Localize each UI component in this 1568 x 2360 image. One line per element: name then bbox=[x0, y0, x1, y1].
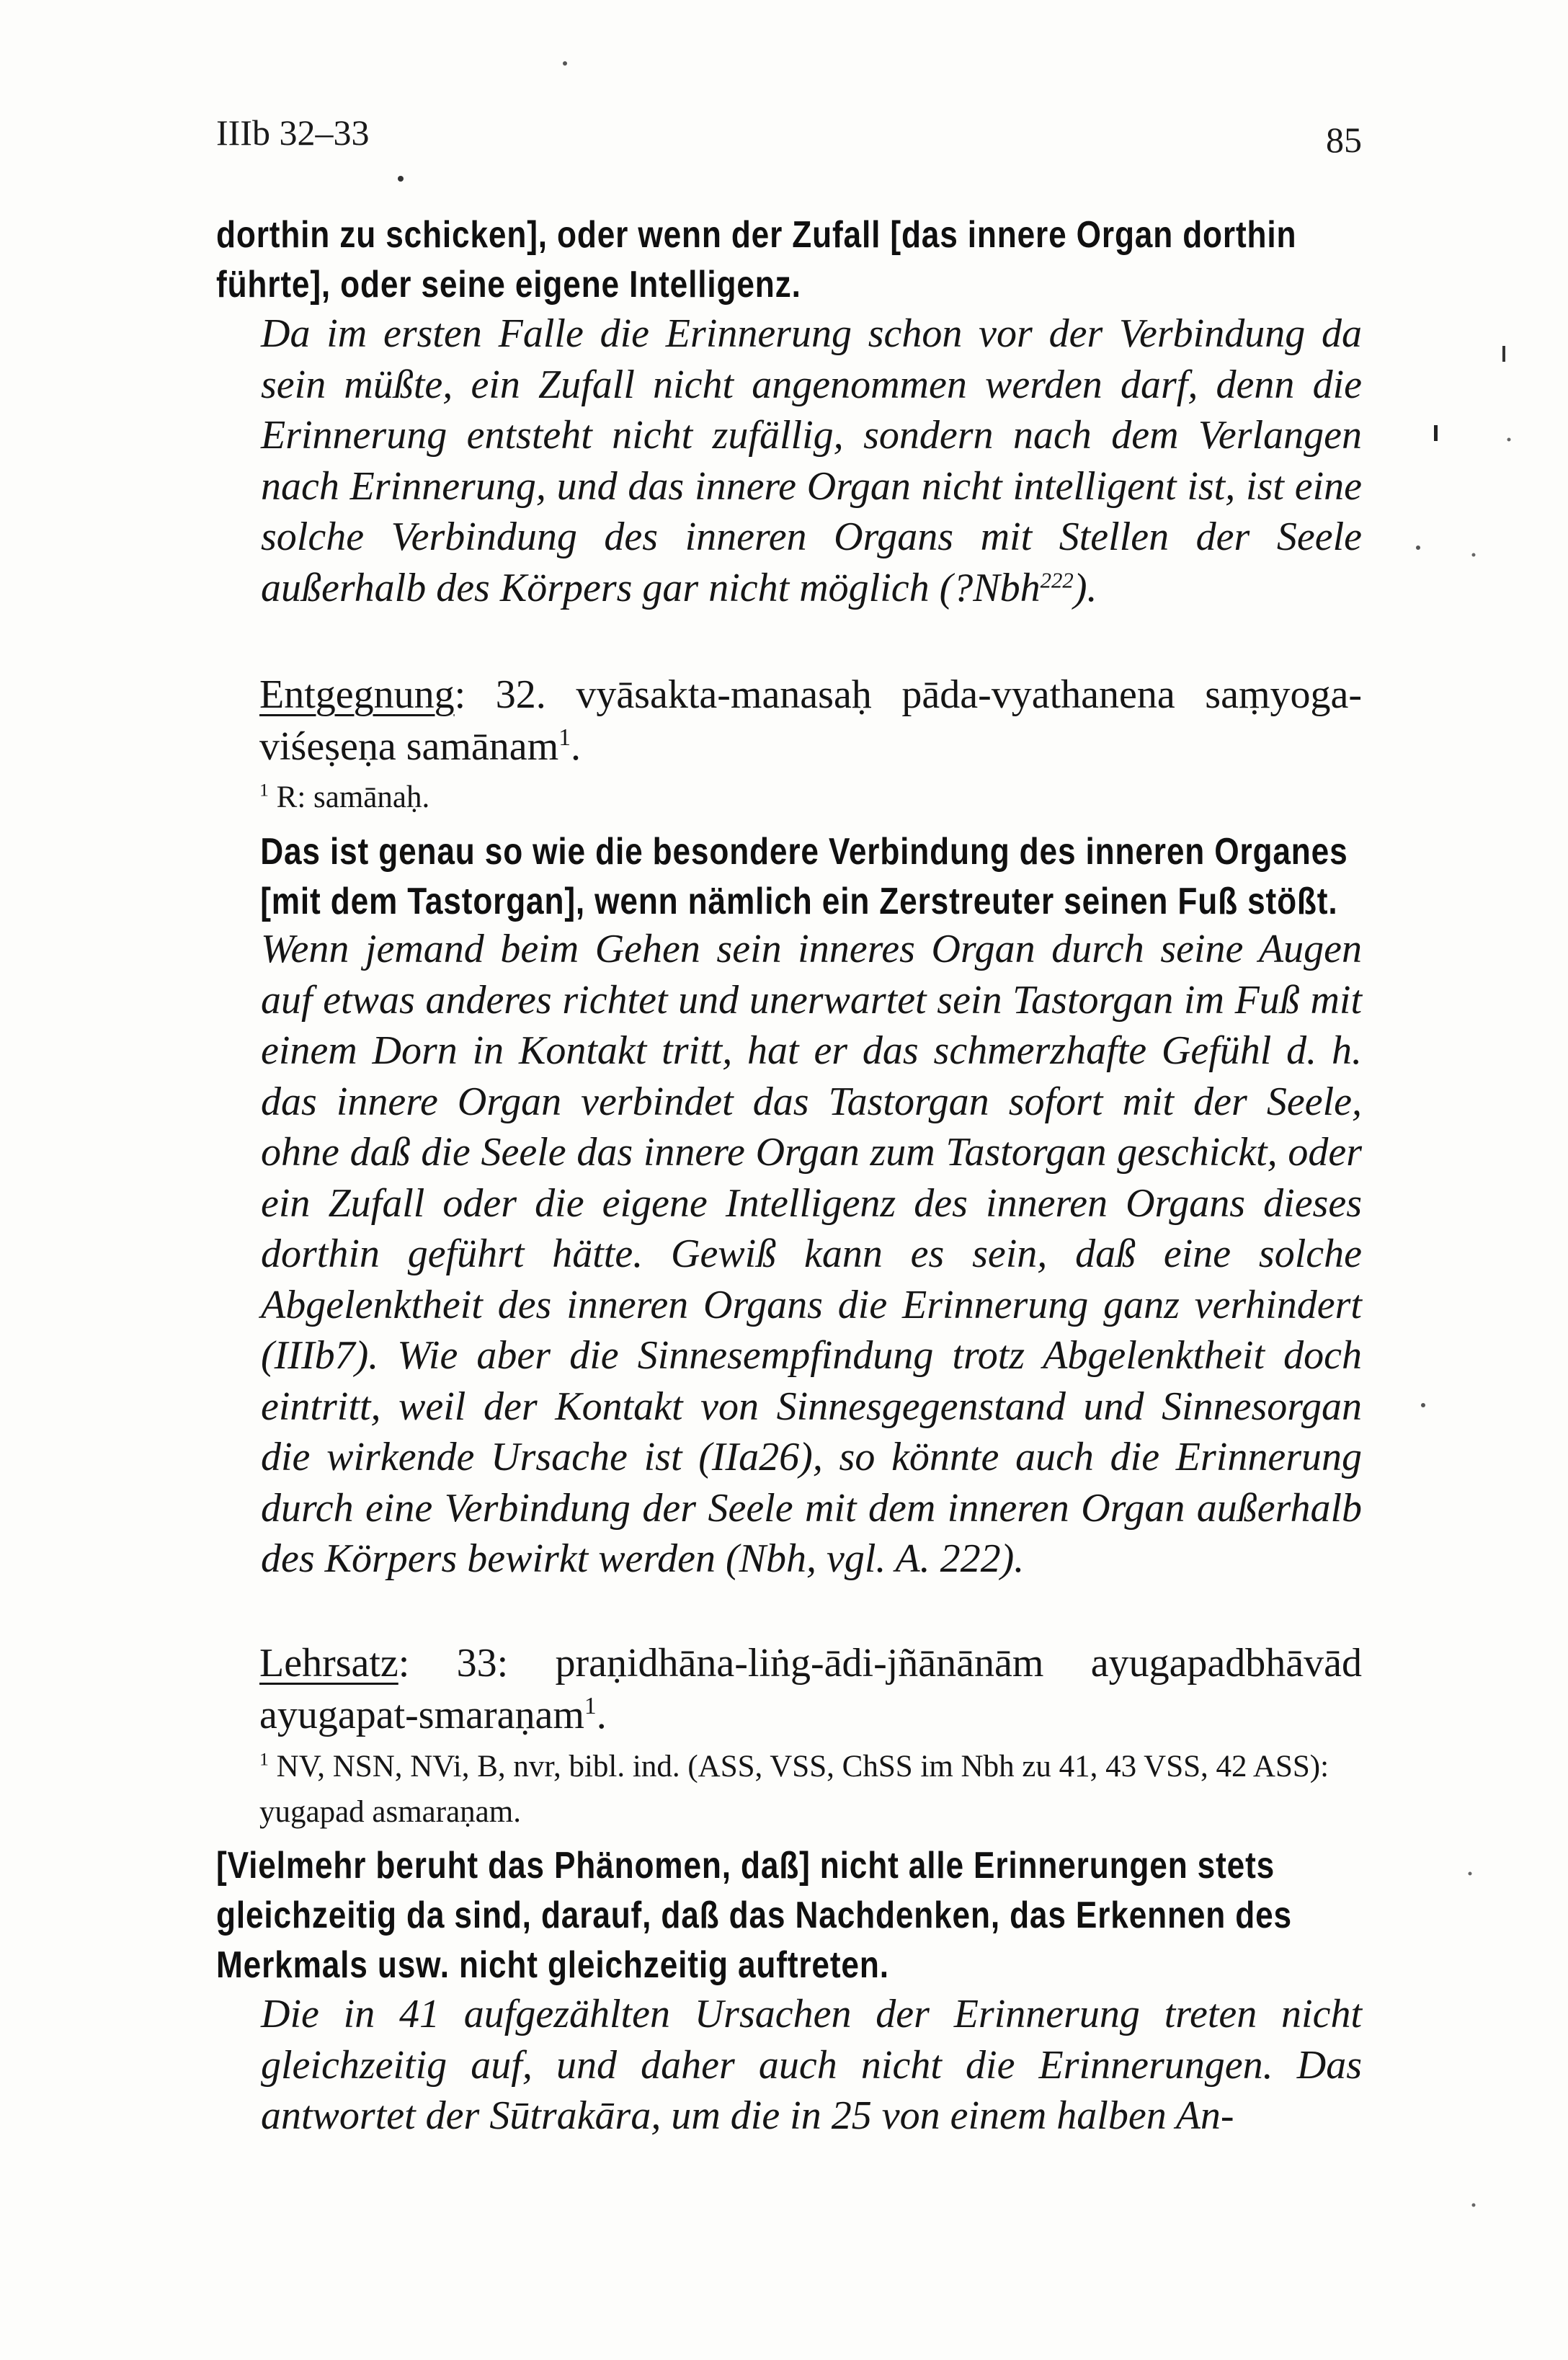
paragraph-text: Das ist genau so wie die besondere Verbindung des inneren Organes [mit dem Tastorgan], wenn nämlich ein Zerstreuter seinen Fuß stößt. bbox=[260, 831, 1348, 922]
footnote-reference: 222 bbox=[1040, 568, 1074, 593]
footnote-body: R: samānaḥ. bbox=[276, 780, 430, 814]
speck bbox=[1502, 346, 1505, 362]
page-number: 85 bbox=[1326, 120, 1362, 160]
speck bbox=[1434, 425, 1438, 441]
speck bbox=[1469, 1872, 1472, 1876]
speck bbox=[1472, 553, 1476, 557]
footnote-reference: 1 bbox=[558, 723, 571, 751]
commentary-text-end: ). bbox=[1073, 565, 1097, 610]
sutra-body: : 33: praṇidhāna-liṅg-ādi-jñānānām ayugapadbhāvād ayugapat-smaraṇam bbox=[259, 1641, 1362, 1737]
paragraph-text: Die in 41 aufgezählten Ursachen der Erinnerung treten nicht gleichzeitig auf, und daher auch nicht die Erinnerungen. Das antwortet der Sūtrakāra, um die in 25 von einem halben An- bbox=[261, 1992, 1362, 2138]
sutra-body: : 32. vyāsakta-manasaḥ pāda-vyathanena saṃyoga-viśeṣeṇa samānam bbox=[259, 672, 1362, 769]
speck bbox=[1421, 1403, 1425, 1407]
footnote-reference: 1 bbox=[584, 1692, 597, 1719]
paragraph-text: [Vielmehr beruht das Phänomen, daß] nicht alle Erinnerungen stets gleichzeitig da sind, darauf, daß das Nachdenken, das Erkennen des Merkmals usw. nicht gleichzeitig auftreten. bbox=[216, 1845, 1292, 1986]
speck bbox=[563, 61, 567, 66]
speck bbox=[1472, 2204, 1476, 2207]
speck bbox=[1416, 546, 1420, 550]
sutra-label: Entgegnung bbox=[259, 672, 455, 717]
speck bbox=[1507, 438, 1511, 442]
sutra-end: . bbox=[570, 724, 581, 769]
sutra-end: . bbox=[596, 1693, 607, 1737]
footnote-marker: 1 bbox=[259, 1748, 269, 1770]
commentary-text: Da im ersten Falle die Erinnerung schon vor der Verbindung da sein müßte, ein Zufall nicht angenommen werden darf, denn die Erinnerung entsteht nicht zufällig, sondern nach dem Verlangen nach Erinnerung, und das innere Organ nicht intelligent ist, ist eine solche Verbindung des inneren Organs mit Stellen der Seele außerhalb des Körpers gar nicht möglich (?Nbh bbox=[261, 311, 1362, 610]
footnote-marker: 1 bbox=[259, 779, 269, 801]
paragraph-text: dorthin zu schicken], oder wenn der Zufall [das innere Organ dorthin führte], oder seine eigene Intelligenz. bbox=[216, 214, 1297, 306]
section-reference: IIIb 32–33 bbox=[216, 112, 370, 153]
speck bbox=[398, 176, 404, 182]
paragraph-text: Wenn jemand beim Gehen sein inneres Organ durch seine Augen auf etwas anderes richtet und unerwartet sein Tastorgan im Fuß mit einem Dorn in Kontakt tritt, hat er das schmerzhafte Gefühl d. h. das innere Organ verbindet das Tastorgan sofort mit der Seele, ohne daß die Seele das innere Organ zum Tastorgan geschickt, oder ein Zufall oder die eigene Intelligenz des inneren Organs dieses dorthin geführt hätte. Gewiß kann es sein, daß eine solche Abgelenktheit des inneren Organs die Erinnerung ganz verhindert (IIIb7). Wie aber die Sinnesempfindung trotz Abgelenktheit doch eintritt, weil der Kontakt von Sinnesgegenstand und Sinnesorgan die wirkende Ursache ist (IIa26), so könnte auch die Erinnerung durch eine Verbindung der Seele mit dem inneren Organ außerhalb des Körpers bewirkt werden (Nbh, vgl. A. 222). bbox=[261, 927, 1362, 1581]
sutra-label: Lehrsatz bbox=[259, 1641, 398, 1686]
footnote-body: NV, NSN, NVi, B, nvr, bibl. ind. (ASS, VSS, ChSS im Nbh zu 41, 43 VSS, 42 ASS): yugapad asmaraṇam. bbox=[259, 1750, 1329, 1829]
